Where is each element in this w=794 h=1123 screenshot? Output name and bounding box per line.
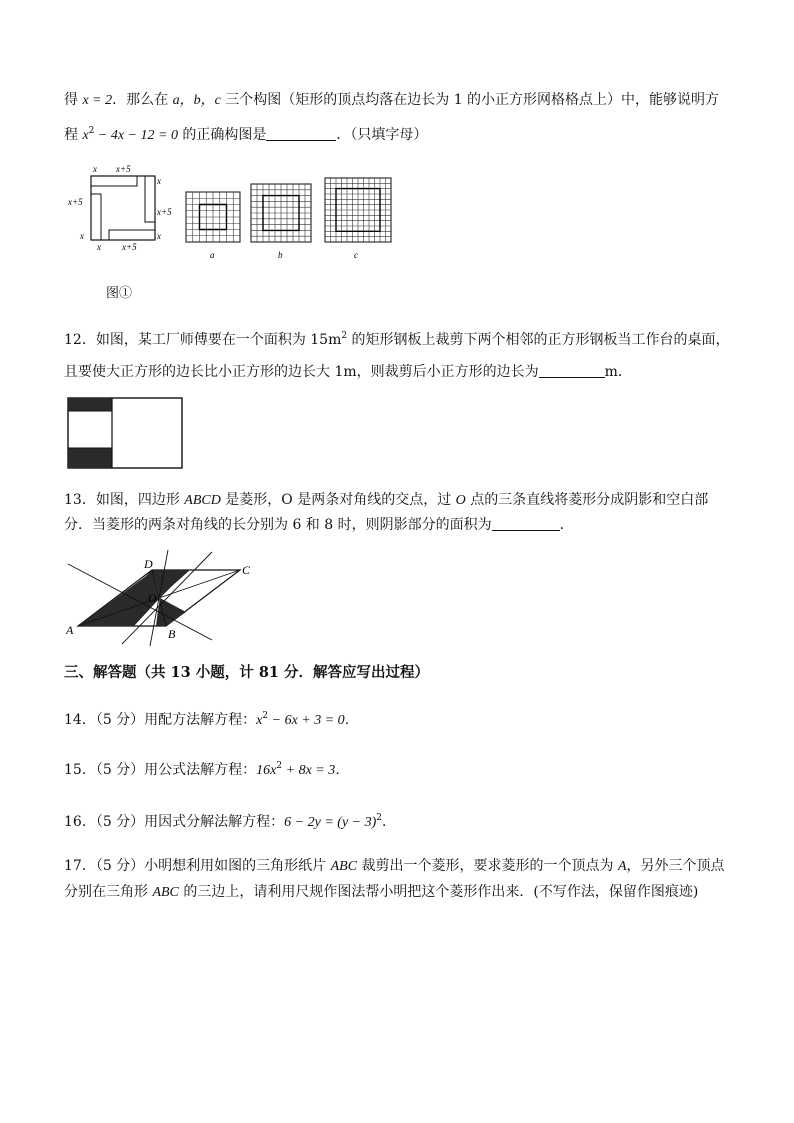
label-x-bottom-left: x [97,242,101,252]
label-x-right-mid: x [157,231,161,241]
label-B: B [168,627,176,641]
label-x-top-right: x [157,176,161,186]
q11-answer-blank[interactable] [266,126,336,141]
q12-line1: 12．如图，某工厂师傅要在一个面积为 $15m^2$ 的矩形钢板上裁剪下两个相邻的正方形钢板当工作台的桌面， [64,331,730,348]
label-x5-top: x+5 [116,164,131,174]
q16-equation: 6 − 2y = (y − 3) [284,815,377,830]
grid-a-label: a [210,250,215,260]
q14: 14．（5 分）用配方法解方程：$x^2 - 6x + 3 = 0$． [64,711,359,728]
q11-eq-x2: x = 2 [82,93,113,108]
section3-title: 三、解答题（共 13 小题，计 81 分．解答应写出过程） [64,664,430,681]
q12-answer-blank[interactable] [539,363,605,378]
q11-equation: − 4x − 12 = 0 [94,128,178,143]
q13-line1: 13．如图，四边形 ABCD 是菱形，O 是两条对角线的交点，过 O 点的三条直线将菱形分成阴影和空白部 [64,492,709,508]
label-x5-left: x+5 [68,197,83,207]
waste-bottom [68,448,112,468]
rect-right [145,176,155,222]
shade-bottom [156,598,186,626]
label-A: A [66,623,74,637]
label-D: D [144,557,153,571]
grid-b-label: b [278,250,283,260]
q11-line2: 程 $x^2 - 4x - 12 = 0$ 的正确构图是 ．（只填字母） [64,126,428,143]
q14-equation: − 6x + 3 = 0． [268,713,359,728]
grid-b [251,184,311,242]
q13-answer-blank[interactable] [492,516,560,531]
rect-bottom [109,230,155,240]
q15-equation: + 8x = 3． [282,763,350,778]
label-x-top-left: x [93,164,97,174]
q11-figure-caption: 图① [106,286,133,301]
q11-figure [64,160,404,272]
label-x5-right: x+5 [157,207,172,217]
q15: 15．（5 分）用公式法解方程：$16x^2 + 8x = 3$． [64,761,350,778]
label-C: C [242,563,251,577]
waste-top [68,398,112,411]
q11-line1: 得 x = 2．那么在 a，b，c 三个构图（矩形的顶点均落在边长为 1 的小正方形网格格点上）中，能够说明方 [64,92,720,108]
grid-c-label: c [354,250,358,260]
q13-line2: 分．当菱形的两条对角线的长分别为 6 和 8 时，则阴影部分的面积为 ． [64,517,574,533]
q17-line2: 分别在三角形 ABC 的三边上，请利用尺规作图法帮小明把这个菱形作出来．(不写作法，保留作图痕迹) [64,884,699,900]
q16: 16．（5 分）用因式分解法解方程：$6 - 2y = (y - 3)^2$． [64,813,396,830]
grid-a [186,192,240,242]
q12-line2: 且要使大正方形的边长比小正方形的边长大 1m，则裁剪后小正方形的边长为 m． [64,364,632,380]
label-x-left-bottom: x [80,231,84,241]
rect-left [91,194,101,240]
label-x5-bottom: x+5 [122,242,137,252]
q12-figure [66,396,186,470]
grid-c [325,178,391,242]
line-1 [68,564,212,640]
q13-figure [62,548,262,648]
q17-line1: 17．（5 分）小明想利用如图的三角形纸片 ABC 裁剪出一个菱形，要求菱形的一个顶点为 A，另外三个顶点 [64,858,725,874]
label-O: O [148,591,157,605]
rect-top [91,176,137,186]
q11-vars: a，b，c [172,93,221,108]
